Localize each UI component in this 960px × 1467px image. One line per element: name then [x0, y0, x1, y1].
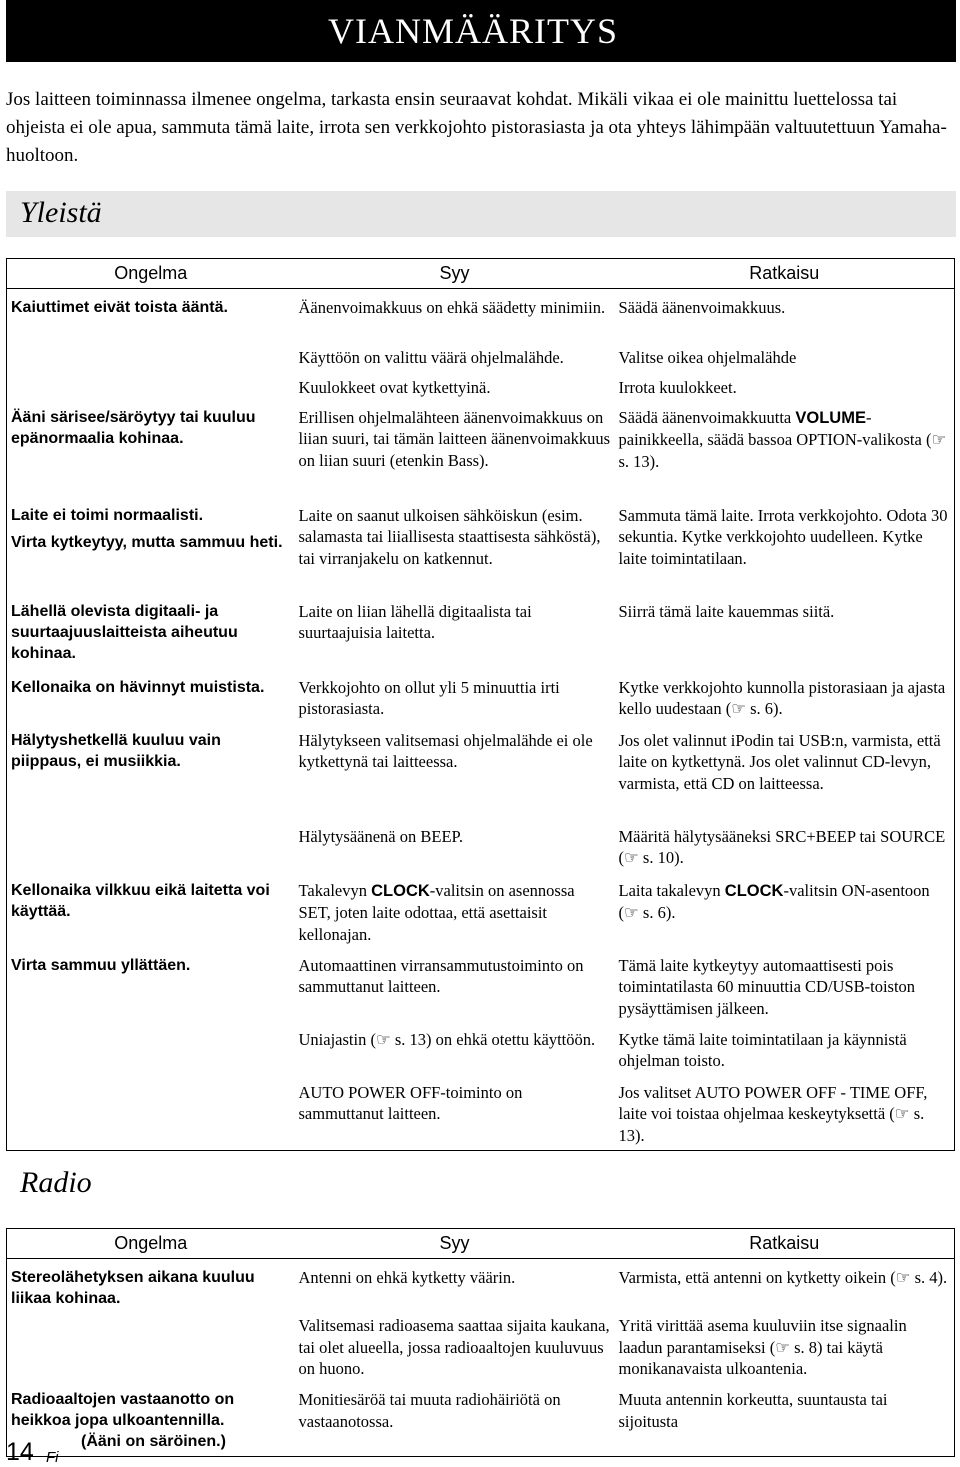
- problem-cell: [7, 1027, 295, 1080]
- solution-text: -valitsin ON-asentoon (☞ s. 6).: [618, 880, 930, 922]
- solution-text: Säädä äänenvoimakkuutta: [618, 407, 796, 427]
- cause-text: Takalevyn: [298, 880, 372, 900]
- column-header-cause: Syy: [295, 1229, 615, 1259]
- problem-cell: [7, 503, 295, 599]
- cause-cell: AUTO POWER OFF-toiminto on sammuttanut laitteen.: [298, 1082, 523, 1123]
- table-row: [7, 375, 955, 405]
- table-header-row: [7, 1229, 955, 1259]
- table-row: [7, 599, 955, 675]
- column-header-solution: Ratkaisu: [615, 259, 955, 289]
- table-row: [7, 1313, 955, 1387]
- cause-cell: Laite on saanut ulkoisen sähköiskun (esim. salamasta tai liiallisesta staattisesta sähköstä), tai virranjakelu on katkennut.: [298, 505, 601, 568]
- solution-cell: [615, 878, 955, 953]
- solution-cell: Irrota kuulokkeet.: [618, 377, 737, 397]
- problem-cell: Kellonaika vilkkuu eikä laitetta voi käyttää.: [11, 881, 270, 920]
- table-row: [7, 405, 955, 503]
- general-troubleshooting-table: [6, 258, 955, 1151]
- problem-text: Laite ei toimi normaalisti.: [11, 506, 204, 524]
- table-header-row: [7, 259, 955, 289]
- solution-cell: Määritä hälytysääneksi SRC+BEEP tai SOURCE (☞ s. 10).: [618, 826, 946, 867]
- cause-cell: Kuulokkeet ovat kytkettyinä.: [298, 377, 491, 397]
- section-title-radio: Radio: [20, 1166, 92, 1199]
- page-number: 14: [6, 1438, 34, 1466]
- solution-cell: Varmista, että antenni on kytketty oikein (☞ s. 4).: [618, 1268, 948, 1287]
- cause-cell: Verkkojohto on ollut yli 5 minuuttia irti pistorasiasta.: [298, 677, 560, 718]
- column-header-cause: Syy: [295, 259, 615, 289]
- problem-cell: [7, 1313, 295, 1387]
- problem-text: Virta kytkeytyy, mutta sammuu heti.: [11, 533, 283, 551]
- intro-paragraph: Jos laitteen toiminnassa ilmenee ongelma, tarkasta ensin seuraavat kohdat. Mikäli vikaa ei ole mainittu luettelossa tai ohjeista ei ole apua, sammuta tämä laite, irrota sen verkkojohto pistorasiasta ja ota yhteys lähimpään valtuutettuun Yamaha-huoltoon.: [6, 89, 947, 166]
- cause-cell: Monitiesäröä tai muuta radiohäiriötä on vastaanotossa.: [298, 1390, 561, 1431]
- table-row: [7, 345, 955, 375]
- column-header-solution: Ratkaisu: [615, 1229, 955, 1259]
- problem-cell: [7, 824, 295, 878]
- cause-cell: [295, 878, 615, 953]
- cause-cell: Hälytykseen valitsemasi ohjelmalähde ei ole kytkettynä tai laitteessa.: [298, 730, 593, 771]
- solution-cell: Yritä virittää asema kuuluviin itse signaalin laadun parantamiseksi (☞ s. 8) tai käytä monikanavaista ulkoantenia.: [618, 1316, 907, 1378]
- cause-cell: Laite on liian lähellä digitaalista tai suurtaajuisia laitetta.: [298, 601, 532, 642]
- solution-cell: Valitse oikea ohjelmalähde: [618, 347, 797, 367]
- table-row: [7, 503, 955, 599]
- table-row: [7, 824, 955, 878]
- solution-text: -painikkeella, säädä bassoa OPTION-valikosta (☞ s. 13).: [618, 407, 947, 471]
- problem-cell: [7, 375, 295, 405]
- table-row: [7, 289, 955, 345]
- problem-cell: Kaiuttimet eivät toista ääntä.: [11, 299, 228, 316]
- clock-key-label: CLOCK: [724, 881, 784, 900]
- problem-cell: Hälytyshetkellä kuuluu vain piippaus, ei musiikkia.: [11, 731, 221, 770]
- solution-cell: Kytke verkkojohto kunnolla pistorasiaan ja ajasta kello uudestaan (☞ s. 6).: [618, 677, 946, 718]
- problem-cell: [7, 345, 295, 375]
- table-row: [7, 1027, 955, 1080]
- problem-cell: [7, 1387, 295, 1457]
- problem-cell: Virta sammuu yllättäen.: [11, 956, 191, 974]
- solution-cell: Muuta antennin korkeutta, suuntausta tai sijoitusta: [618, 1390, 888, 1431]
- cause-cell: Hälytysäänenä on BEEP.: [298, 826, 464, 846]
- page-title: VIANMÄÄRITYS: [328, 11, 618, 51]
- problem-cell: [7, 1080, 295, 1151]
- section-title-general: Yleistä: [20, 196, 102, 229]
- cause-cell: Erillisen ohjelmalähteen äänenvoimakkuus on liian suuri, tai tämän laitteen äänenvoimakkuus on liian suuri (etenkin Bass).: [298, 407, 611, 470]
- column-header-problem: Ongelma: [7, 259, 295, 289]
- solution-cell: [615, 405, 955, 503]
- problem-cell: Lähellä olevista digitaali- ja suurtaajuuslaitteista aiheutuu kohinaa.: [11, 602, 238, 662]
- solution-cell: Jos olet valinnut iPodin tai USB:n, varmista, että laite on kytkettynä. Jos olet valinnut CD-levyn, varmista, että CD on laitteessa.: [618, 730, 941, 793]
- table-row: [7, 728, 955, 824]
- title-bar: [6, 0, 956, 62]
- table-row: [7, 1080, 955, 1151]
- solution-cell: Sammuta tämä laite. Irrota verkkojohto. Odota 30 sekuntia. Kytke verkkojohto uudelleen. Kytke laite toimintatilaan.: [618, 505, 948, 568]
- table-row: [7, 675, 955, 728]
- solution-cell: Säädä äänenvoimakkuus.: [618, 298, 786, 317]
- table-row: [7, 1259, 955, 1314]
- cause-cell: Käyttöön on valittu väärä ohjelmalähde.: [298, 347, 564, 367]
- cause-cell: Automaattinen virransammutustoiminto on sammuttanut laitteen.: [298, 955, 584, 996]
- solution-cell: Tämä laite kytkeytyy automaattisesti pois toimintatilasta 60 minuuttia CD/USB-toiston pysäyttämisen jälkeen.: [618, 955, 916, 1018]
- table-row: [7, 1387, 955, 1457]
- problem-cell: Ääni särisee/säröytyy tai kuuluu epänormaalia kohinaa.: [11, 408, 256, 447]
- solution-text: Laita takalevyn: [618, 880, 725, 900]
- cause-cell: Valitsemasi radioasema saattaa sijaita kaukana, tai olet alueella, jossa radioaaltojen kuuluvuus on huono.: [298, 1316, 610, 1378]
- clock-key-label: CLOCK: [371, 881, 430, 900]
- problem-text: Radioaaltojen vastaanotto on heikkoa jopa ulkoantennilla.: [11, 1391, 235, 1429]
- volume-key-label: VOLUME: [795, 408, 866, 427]
- solution-cell: Kytke tämä laite toimintatilaan ja käynnistä ohjelman toisto.: [618, 1029, 907, 1070]
- cause-cell: Äänenvoimakkuus on ehkä säädetty minimiin.: [298, 298, 606, 317]
- table-row: [7, 953, 955, 1027]
- cause-cell: Antenni on ehkä kytketty väärin.: [298, 1268, 516, 1287]
- solution-cell: Siirrä tämä laite kauemmas siitä.: [618, 601, 835, 621]
- cause-text: -valitsin on asennossa SET, joten laite odottaa, että asettaisit kellonajan.: [298, 880, 575, 944]
- cause-cell: Uniajastin (☞ s. 13) on ehkä otettu käyttöön.: [298, 1029, 596, 1049]
- page-language-code: Fi: [46, 1449, 59, 1466]
- section-band-general: [6, 191, 956, 237]
- problem-cell: Stereolähetyksen aikana kuuluu liikaa kohinaa.: [11, 1269, 255, 1307]
- column-header-problem: Ongelma: [7, 1229, 295, 1259]
- radio-troubleshooting-table: [6, 1228, 955, 1457]
- solution-cell: Jos valitset AUTO POWER OFF - TIME OFF, laite voi toistaa ohjelmaa keskeytyksettä (☞ s. 13).: [618, 1082, 928, 1145]
- problem-cell: Kellonaika on hävinnyt muistista.: [11, 678, 265, 696]
- problem-text: (Ääni on säröinen.): [81, 1433, 226, 1450]
- table-row: [7, 878, 955, 953]
